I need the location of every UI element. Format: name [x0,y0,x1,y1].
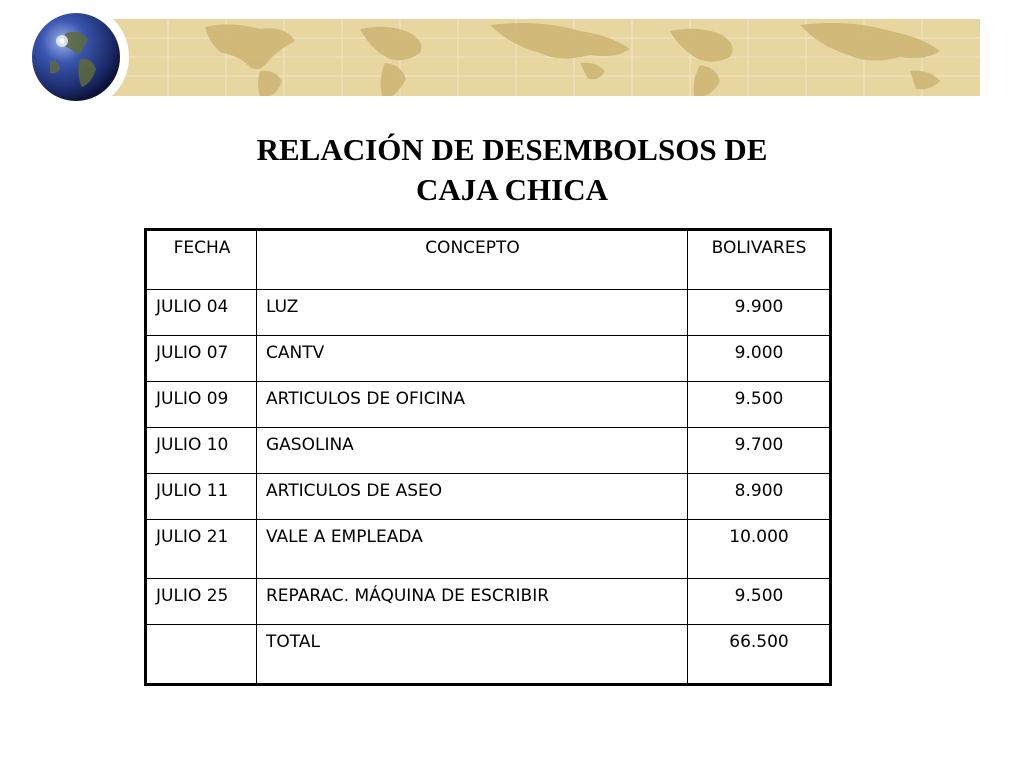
cell-concepto: GASOLINA [257,428,688,474]
header-fecha: FECHA [146,230,257,290]
cell-fecha: JULIO 21 [146,520,257,579]
page-title [0,130,1024,210]
globe-icon [22,3,130,111]
cell-concepto: LUZ [257,290,688,336]
disbursements-table [144,228,832,686]
cell-concepto: CANTV [257,336,688,382]
header-bolivares: BOLIVARES [688,230,831,290]
cell-bolivares: 9.900 [688,290,831,336]
table-header-row [146,230,831,290]
cell-bolivares: 9.700 [688,428,831,474]
cell-fecha: JULIO 09 [146,382,257,428]
table-row [146,336,831,382]
cell-concepto: ARTICULOS DE OFICINA [257,382,688,428]
cell-bolivares: 9.500 [688,382,831,428]
cell-concepto: VALE A EMPLEADA [257,520,688,579]
table-row [146,520,831,579]
table-row [146,474,831,520]
cell-concepto: REPARAC. MÁQUINA DE ESCRIBIR [257,579,688,625]
cell-bolivares: 9.500 [688,579,831,625]
world-map-banner [110,19,980,96]
cell-bolivares: 10.000 [688,520,831,579]
cell-total-value: 66.500 [688,625,831,685]
cell-fecha: JULIO 10 [146,428,257,474]
cell-fecha: JULIO 04 [146,290,257,336]
cell-fecha: JULIO 11 [146,474,257,520]
cell-fecha: JULIO 25 [146,579,257,625]
cell-total-label: TOTAL [257,625,688,685]
table-row [146,382,831,428]
cell-bolivares: 8.900 [688,474,831,520]
table-row [146,428,831,474]
table-row [146,290,831,336]
table-total-row [146,625,831,685]
title-line-1: RELACIÓN DE DESEMBOLSOS DE [256,132,768,167]
cell-fecha: JULIO 07 [146,336,257,382]
table-row [146,579,831,625]
cell-fecha-empty [146,625,257,685]
cell-concepto: ARTICULOS DE ASEO [257,474,688,520]
cell-bolivares: 9.000 [688,336,831,382]
title-line-2: CAJA CHICA [415,172,609,207]
header-concepto: CONCEPTO [257,230,688,290]
